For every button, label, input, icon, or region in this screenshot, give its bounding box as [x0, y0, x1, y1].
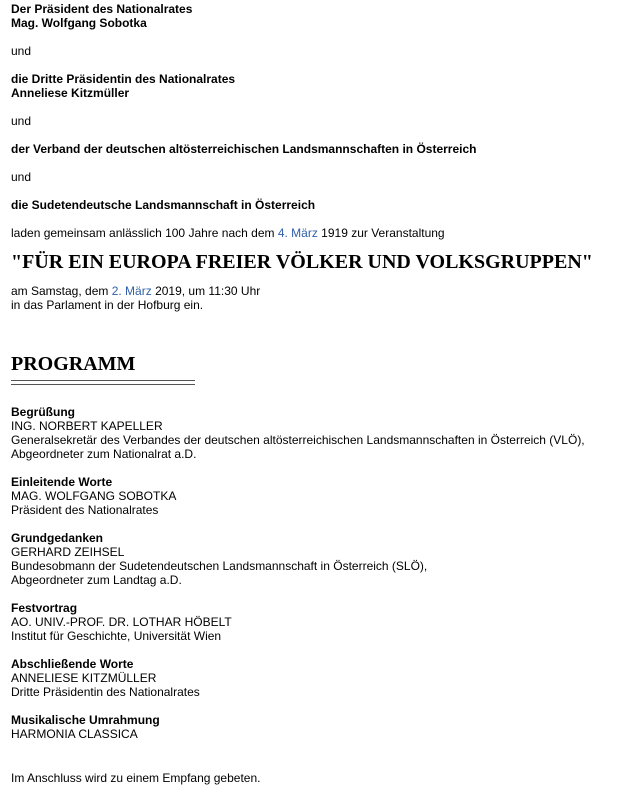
host-3-line1: der Verband der deutschen altösterreichischen Landsmannschaften in Österreich: [11, 142, 477, 156]
program-item-begruessung: [11, 405, 631, 461]
program-desc: Bundesobmann der Sudetendeutschen Landsmannschaft in Österreich (SLÖ),: [11, 559, 428, 573]
host-1-line2: Mag. Wolfgang Sobotka: [11, 16, 147, 30]
invite-post: 1919 zur Veranstaltung: [317, 226, 445, 240]
event-date-link[interactable]: 2. März: [111, 284, 152, 298]
program-desc: Generalsekretär des Verbandes der deutschen altösterreichischen Landsmannschaften in Österreich (VLÖ),: [11, 433, 585, 447]
when-post: 2019, um 11:30 Uhr: [151, 284, 261, 298]
program-speaker: GERHARD ZEIHSEL: [11, 545, 125, 559]
program-desc: Institut für Geschichte, Universität Wien: [11, 629, 222, 643]
program-list: [11, 405, 631, 741]
invitation-document: [11, 2, 631, 785]
program-item-festvortrag: [11, 601, 631, 643]
event-when: [11, 284, 631, 312]
program-speaker: MAG. WOLFGANG SOBOTKA: [11, 489, 177, 503]
invite-text: [11, 226, 631, 240]
program-item-einleitende-worte: [11, 475, 631, 517]
host-1-line1: Der Präsident des Nationalrates: [11, 2, 193, 16]
programm-title: PROGRAMM: [11, 353, 136, 375]
hosts-section: [11, 2, 631, 212]
event-date-line: [11, 284, 631, 298]
program-item-abschliessende-worte: [11, 657, 631, 699]
program-speaker: HARMONIA CLASSICA: [11, 727, 138, 741]
program-heading: Abschließende Worte: [11, 657, 134, 671]
program-heading: Einleitende Worte: [11, 475, 113, 489]
connector-und: und: [11, 114, 32, 128]
host-2-line2: Anneliese Kitzmüller: [11, 86, 130, 100]
invite-date-link[interactable]: 4. März: [277, 226, 318, 240]
program-speaker: ING. NORBERT KAPELLER: [11, 419, 163, 433]
closing-text: Im Anschluss wird zu einem Empfang gebeten.: [11, 771, 261, 785]
program-desc: Präsident des Nationalrates: [11, 503, 159, 517]
program-heading: Grundgedanken: [11, 531, 104, 545]
event-title: "FÜR EIN EUROPA FREIER VÖLKER UND VOLKSGRUPPEN": [11, 251, 593, 273]
host-2: [11, 72, 631, 100]
program-item-grundgedanken: [11, 531, 631, 587]
event-location: in das Parlament in der Hofburg ein.: [11, 298, 204, 312]
program-item-musikalische-umrahmung: [11, 713, 631, 741]
double-rule-divider: [11, 380, 195, 385]
host-1: [11, 2, 631, 30]
program-speaker: AO. UNIV.-PROF. DR. LOTHAR HÖBELT: [11, 615, 232, 629]
program-desc: Dritte Präsidentin des Nationalrates: [11, 685, 200, 699]
connector-und: und: [11, 170, 32, 184]
connector-und: und: [11, 44, 32, 58]
host-2-line1: die Dritte Präsidentin des Nationalrates: [11, 72, 236, 86]
program-desc: Abgeordneter zum Landtag a.D.: [11, 573, 182, 587]
program-heading: Musikalische Umrahmung: [11, 713, 160, 727]
program-heading: Begrüßung: [11, 405, 75, 419]
host-3: [11, 142, 631, 156]
host-4: [11, 198, 631, 212]
program-desc: Abgeordneter zum Nationalrat a.D.: [11, 447, 197, 461]
program-speaker: ANNELIESE KITZMÜLLER: [11, 671, 157, 685]
when-pre: am Samstag, dem: [11, 284, 112, 298]
invite-pre: laden gemeinsam anlässlich 100 Jahre nach dem: [11, 226, 278, 240]
host-4-line1: die Sudetendeutsche Landsmannschaft in Österreich: [11, 198, 316, 212]
program-heading: Festvortrag: [11, 601, 78, 615]
